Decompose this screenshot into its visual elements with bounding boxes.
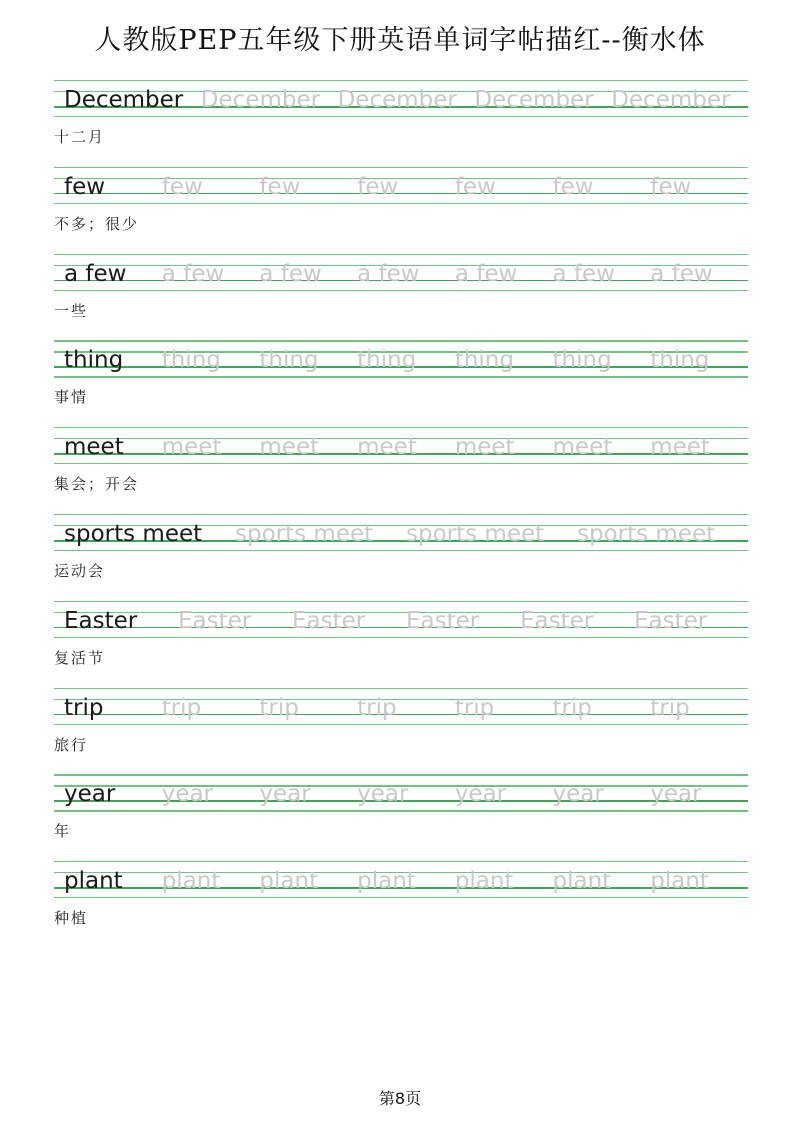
trace-word: sports meet	[235, 521, 374, 547]
word-line	[64, 512, 748, 548]
trace-word: thing	[357, 347, 417, 374]
trace-word: meet	[454, 434, 515, 461]
word-line	[64, 772, 748, 808]
word-meaning: 运动会	[54, 562, 106, 580]
trace-word: a few	[161, 260, 225, 287]
trace-word: meet	[357, 434, 417, 461]
trace-word: sports meet	[577, 521, 716, 547]
word-line	[64, 686, 748, 722]
guide-line	[54, 116, 748, 117]
trace-word: trip	[552, 694, 592, 721]
word-line	[64, 425, 748, 461]
vocab-word: plant	[64, 868, 123, 895]
word-line	[64, 165, 748, 201]
trace-word: plant	[161, 868, 221, 895]
trace-word: plant	[650, 868, 709, 895]
trace-word: a few	[552, 260, 615, 287]
word-meaning: 年	[54, 822, 72, 841]
word-meaning: 事情	[54, 388, 89, 407]
trace-word: plant	[552, 868, 612, 895]
trace-word: plant	[454, 868, 514, 895]
guide-line	[54, 897, 748, 898]
trace-word: trip	[161, 694, 202, 721]
vocab-word: thing	[64, 347, 124, 374]
word-line	[64, 78, 748, 114]
guide-line	[54, 290, 748, 291]
word-meaning: 复活节	[54, 648, 106, 667]
trace-word: trip	[650, 694, 690, 721]
page-title: 人教版PEP五年级下册英语单词字帖描红--衡水体	[94, 25, 706, 56]
trace-word: Easter	[634, 607, 708, 634]
trace-word: trip	[259, 694, 299, 721]
trace-word: December	[611, 87, 731, 113]
word-meaning: 旅行	[54, 735, 89, 754]
trace-word: meet	[650, 434, 710, 461]
word-meaning: 一些	[54, 301, 89, 320]
trace-word: thing	[259, 347, 319, 374]
trace-word: a few	[357, 260, 420, 287]
guide-line	[54, 376, 748, 377]
word-entry	[54, 425, 748, 512]
trace-word: few	[259, 173, 301, 200]
word-entry	[54, 859, 748, 946]
trace-word: December	[337, 87, 457, 113]
trace-word: sports meet	[406, 521, 545, 547]
word-line	[64, 859, 748, 895]
trace-word: meet	[259, 434, 320, 461]
guide-line	[54, 203, 748, 204]
trace-word: trip	[357, 694, 397, 721]
trace-word: few	[552, 173, 594, 200]
trace-word: year	[454, 781, 507, 808]
trace-word: year	[552, 781, 604, 808]
vocab-word: a few	[64, 260, 127, 287]
page-number: 第8页	[378, 1089, 422, 1108]
word-entry	[54, 338, 748, 425]
trace-word: Easter	[406, 607, 480, 634]
word-meaning: 不多；很少	[54, 214, 140, 233]
word-entry	[54, 599, 748, 686]
trace-word: Easter	[178, 607, 252, 634]
guide-line	[54, 810, 748, 811]
guide-line	[54, 724, 748, 725]
trace-word: plant	[357, 868, 416, 895]
word-meaning: 十二月	[54, 128, 106, 146]
vocab-word: meet	[64, 434, 124, 461]
trace-word: a few	[650, 260, 713, 287]
trace-word: a few	[259, 260, 322, 287]
trace-word: December	[474, 87, 594, 113]
word-line	[64, 252, 748, 288]
trace-word: thing	[161, 347, 221, 374]
vocab-word: trip	[64, 694, 104, 721]
trace-word: trip	[454, 694, 495, 721]
word-entry	[54, 686, 748, 773]
word-meaning: 种植	[54, 909, 89, 928]
trace-word: year	[259, 781, 311, 808]
trace-word: December	[200, 87, 321, 113]
trace-word: thing	[650, 347, 710, 374]
trace-word: Easter	[292, 607, 366, 634]
trace-word: year	[161, 781, 214, 808]
guide-line	[54, 550, 748, 551]
trace-word: meet	[161, 434, 222, 461]
vocab-word: sports meet	[64, 521, 203, 547]
trace-word: few	[454, 173, 496, 200]
trace-word: a few	[454, 260, 518, 287]
vocab-word: December	[64, 87, 184, 113]
vocab-word: Easter	[64, 607, 138, 634]
trace-word: year	[357, 781, 409, 808]
word-entry	[54, 165, 748, 252]
trace-word: year	[650, 781, 702, 808]
word-entry	[54, 512, 748, 599]
guide-line	[54, 463, 748, 464]
trace-word: few	[357, 173, 399, 200]
trace-word: thing	[552, 347, 612, 374]
trace-word: few	[161, 173, 203, 200]
trace-word: few	[650, 173, 692, 200]
vocab-word: few	[64, 173, 106, 200]
trace-word: thing	[454, 347, 514, 374]
trace-word: meet	[552, 434, 613, 461]
word-line	[64, 599, 748, 635]
word-entry	[54, 252, 748, 339]
trace-word: plant	[259, 868, 319, 895]
word-entry	[54, 78, 748, 165]
word-meaning: 集会；开会	[54, 475, 140, 494]
vocab-word: year	[64, 781, 116, 808]
word-line	[64, 338, 748, 374]
word-entry	[54, 772, 748, 859]
trace-word: Easter	[520, 607, 594, 634]
guide-line	[54, 637, 748, 638]
